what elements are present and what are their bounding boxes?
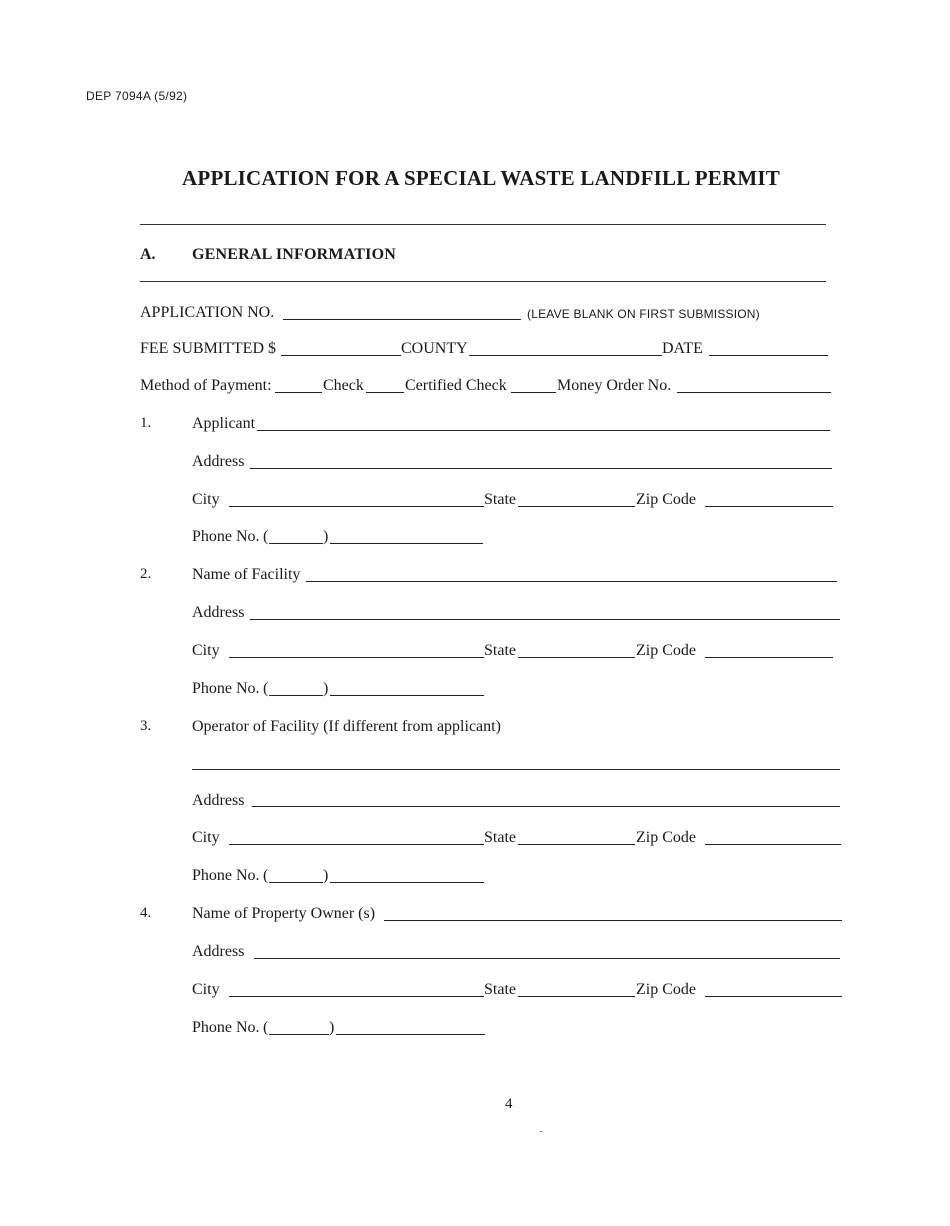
item-number: 2. [140,566,152,582]
phone-label: Phone No. [192,1019,260,1036]
phone-label: Phone No. [192,867,260,884]
state-label: State [484,642,516,659]
owner-state-field[interactable] [518,996,635,997]
divider-section [140,281,826,282]
date-label: DATE [662,340,703,357]
owner-city-field[interactable] [229,996,484,997]
certified-check-label: Certified Check [405,377,507,394]
operator-label: Operator of Facility (If different from applicant) [192,718,501,735]
application-no-label: APPLICATION NO. [140,304,275,321]
phone-paren-close: ) [323,528,329,545]
state-label: State [484,981,516,998]
applicant-phone-field[interactable] [330,543,483,544]
operator-zip-field[interactable] [705,844,841,845]
facility-zip-field[interactable] [705,657,833,658]
phone-label: Phone No. [192,528,260,545]
address-label: Address [192,604,245,621]
phone-paren-close: ) [323,680,329,697]
applicant-zip-field[interactable] [705,506,833,507]
item-number: 4. [140,905,152,921]
facility-address-field[interactable] [250,619,840,620]
operator-state-field[interactable] [518,844,635,845]
money-order-label: Money Order No. [557,377,672,394]
applicant-label: Applicant [192,415,256,432]
operator-address-field[interactable] [252,806,840,807]
owner-phone-area-field[interactable] [269,1034,329,1035]
divider-top [140,224,826,225]
owner-zip-field[interactable] [705,996,842,997]
state-label: State [484,491,516,508]
check-blank[interactable] [275,392,322,393]
section-title: GENERAL INFORMATION [192,246,396,263]
facility-phone-area-field[interactable] [269,695,323,696]
county-field[interactable] [469,355,662,356]
money-order-no-field[interactable] [677,392,831,393]
applicant-state-field[interactable] [518,506,635,507]
county-label: COUNTY [401,340,468,357]
operator-city-field[interactable] [229,844,484,845]
check-label: Check [323,377,364,394]
page-number: 4 [505,1096,513,1112]
date-field[interactable] [709,355,828,356]
application-no-field[interactable] [283,319,521,320]
operator-phone-area-field[interactable] [269,882,323,883]
address-label: Address [192,453,245,470]
zip-label: Zip Code [636,642,696,659]
facility-name-field[interactable] [306,581,837,582]
zip-label: Zip Code [636,829,696,846]
city-label: City [192,981,220,998]
page-title: APPLICATION FOR A SPECIAL WASTE LANDFILL PERMIT [182,166,780,190]
item-number: 3. [140,718,152,734]
form-code: DEP 7094A (5/92) [86,89,188,103]
applicant-field[interactable] [257,430,830,431]
facility-name-label: Name of Facility [192,566,301,583]
fee-label: FEE SUBMITTED $ [140,340,276,357]
facility-city-field[interactable] [229,657,484,658]
phone-label: Phone No. [192,680,260,697]
operator-name-field[interactable] [192,769,840,770]
applicant-city-field[interactable] [229,506,484,507]
owner-phone-field[interactable] [336,1034,485,1035]
property-owner-label: Name of Property Owner (s) [192,905,376,922]
city-label: City [192,642,220,659]
facility-phone-field[interactable] [330,695,484,696]
city-label: City [192,829,220,846]
applicant-address-field[interactable] [250,468,832,469]
facility-state-field[interactable] [518,657,635,658]
zip-label: Zip Code [636,491,696,508]
zip-label: Zip Code [636,981,696,998]
phone-paren-close: ) [329,1019,335,1036]
item-number: 1. [140,415,152,431]
phone-paren-close: ) [323,867,329,884]
phone-paren-open: ( [263,867,269,884]
property-owner-field[interactable] [384,920,842,921]
address-label: Address [192,943,245,960]
section-letter: A. [140,246,156,263]
application-no-note: (LEAVE BLANK ON FIRST SUBMISSION) [527,307,760,321]
owner-address-field[interactable] [254,958,840,959]
payment-method-label: Method of Payment: [140,377,272,394]
scan-speck [540,1131,542,1132]
fee-field[interactable] [281,355,401,356]
applicant-phone-area-field[interactable] [269,543,323,544]
phone-paren-open: ( [263,680,269,697]
address-label: Address [192,792,245,809]
state-label: State [484,829,516,846]
phone-paren-open: ( [263,1019,269,1036]
phone-paren-open: ( [263,528,269,545]
money-order-blank[interactable] [511,392,556,393]
certified-check-blank[interactable] [366,392,404,393]
operator-phone-field[interactable] [330,882,484,883]
city-label: City [192,491,220,508]
